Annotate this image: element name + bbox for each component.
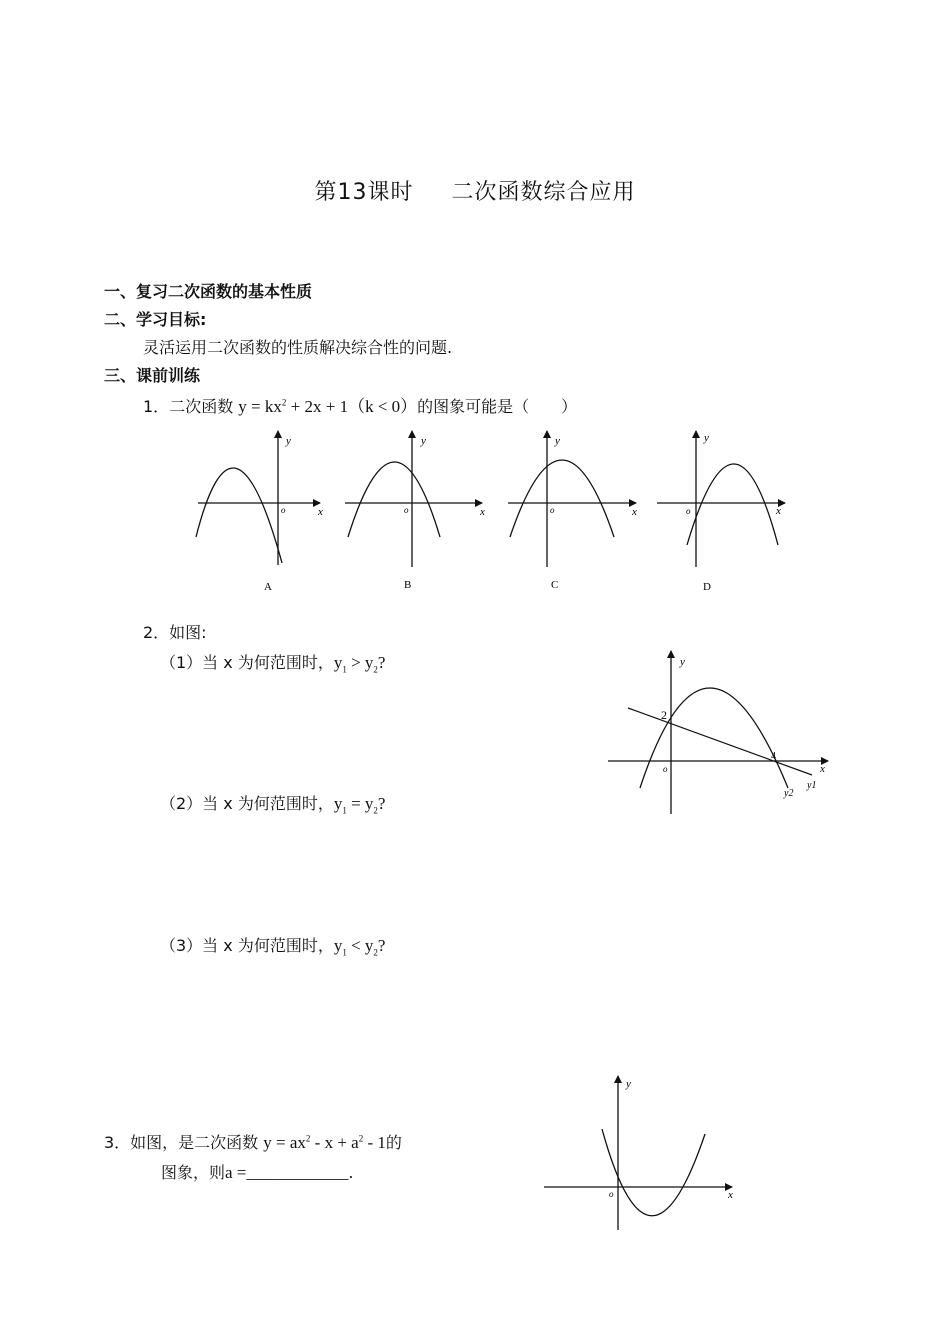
q2-sub: 2 <box>373 805 378 816</box>
graph-b-y-label: y <box>421 435 426 447</box>
title-topic: 二次函数综合应用 <box>451 180 636 205</box>
graph-d-parabola <box>687 464 778 545</box>
q2-part-label: （1）当 x 为何范围时， <box>160 653 334 672</box>
graph-c-parabola <box>510 460 614 537</box>
q3-sup: 2 <box>358 1133 364 1144</box>
q2-y2: y <box>364 936 374 955</box>
q2-y1-label: y1 <box>807 780 817 791</box>
q3-suffix: 的 <box>385 1133 402 1152</box>
graph-b-origin: o <box>404 505 409 515</box>
graph-d-y-label: y <box>704 432 709 444</box>
question-3-line-2 <box>161 1160 354 1183</box>
q1-number: 1． <box>143 397 170 416</box>
graph-a <box>196 431 323 593</box>
q2-y-label: y <box>680 656 685 668</box>
q3-expression <box>263 1133 386 1152</box>
q3-expr-part: - x + a <box>310 1133 359 1152</box>
graph-c-origin: o <box>550 505 555 515</box>
q1-expression <box>238 397 348 416</box>
graph-a-y-label: y <box>286 435 291 447</box>
option-label-d: D <box>703 581 711 593</box>
q1-condition: （k < 0） <box>348 397 418 416</box>
graph-b-parabola <box>348 462 440 537</box>
q2-sub: 1 <box>342 805 347 816</box>
title-lesson: 第13课时 <box>314 180 414 205</box>
option-label-b: B <box>404 579 412 591</box>
q2-op: > <box>346 653 365 672</box>
q1-postfix: 的图象可能是（ ） <box>417 397 578 416</box>
q3-period: . <box>348 1163 354 1182</box>
q2-part-label: （3）当 x 为何范围时， <box>160 936 334 955</box>
graph-c <box>508 431 637 591</box>
q2-part-label: （2）当 x 为何范围时， <box>160 794 334 813</box>
q2-y1: y <box>333 794 343 813</box>
q2-graph <box>600 648 840 820</box>
graph-b-x-label: x <box>480 506 485 518</box>
q3-answer-blank[interactable]: ____________ <box>246 1163 349 1182</box>
q2-end: ? <box>377 936 386 955</box>
graph-a-x-label: x <box>318 506 323 518</box>
q3-expr-part: y = ax <box>263 1133 306 1152</box>
q2-part-expr <box>333 653 386 675</box>
q3-x-label: x <box>728 1189 733 1201</box>
q2-end: ? <box>377 794 386 813</box>
q3-expr-part: - 1 <box>363 1133 386 1152</box>
q1-expr-part: y = kx <box>238 397 282 416</box>
q3-origin: o <box>609 1189 614 1199</box>
q3-prefix: 3．如图，是二次函数 <box>104 1133 259 1152</box>
q3-y-label: y <box>626 1078 631 1090</box>
q2-sub: 2 <box>373 947 378 958</box>
q1-expr-part: + 2x + 1 <box>286 397 349 416</box>
q2-end: ? <box>377 653 386 672</box>
option-label-a: A <box>264 581 272 593</box>
q1-graphs <box>190 425 790 600</box>
q2-part-expr <box>333 794 386 816</box>
q2-part-expr <box>333 936 386 958</box>
q3-graph <box>540 1072 740 1234</box>
q3-line2-prefix: 图象，则 <box>161 1163 226 1182</box>
graph-b <box>345 431 485 591</box>
graph-a-origin: o <box>281 505 286 515</box>
q2-y2: y <box>364 653 374 672</box>
question-2-heading: 2．如图: <box>143 623 207 642</box>
graph-d <box>657 431 785 593</box>
graph-d-origin: o <box>686 506 691 516</box>
question-2-part-2 <box>160 791 385 815</box>
q3-sup: 2 <box>305 1133 311 1144</box>
section-2-heading: 二、学习目标: <box>104 310 207 329</box>
section-1-heading: 一、复习二次函数的基本性质 <box>104 282 313 301</box>
q2-y1: y <box>333 653 343 672</box>
question-2-part-3 <box>160 933 385 957</box>
q2-sub: 1 <box>342 664 347 675</box>
q2-sub: 2 <box>373 664 378 675</box>
graph-c-x-label: x <box>632 506 637 518</box>
q1-expr-sup: 2 <box>281 397 287 408</box>
page-title <box>0 175 950 206</box>
question-2-part-1 <box>160 650 385 674</box>
q2-op: = <box>346 794 365 813</box>
option-label-c: C <box>551 579 559 591</box>
q2-origin: o <box>663 764 668 774</box>
section-3-heading: 三、课前训练 <box>104 366 201 385</box>
graph-d-x-label: x <box>776 505 781 517</box>
q2-tick-2: 2 <box>661 708 667 722</box>
q2-tick-4: 4 <box>771 751 776 762</box>
q2-y2-label: y2 <box>784 788 794 799</box>
q2-op: < <box>346 936 365 955</box>
graph-a-parabola <box>196 468 282 563</box>
q2-x-label: x <box>820 763 825 775</box>
q2-sub: 1 <box>342 947 347 958</box>
learning-goal: 灵活运用二次函数的性质解决综合性的问题. <box>143 338 453 357</box>
q1-prefix: 二次函数 <box>169 397 234 416</box>
question-1 <box>143 392 577 417</box>
q2-y2: y <box>364 794 374 813</box>
q3-a-equals: a = <box>225 1163 247 1182</box>
question-3-line-1 <box>104 1130 402 1153</box>
q2-y1: y <box>333 936 343 955</box>
q2-line-y1 <box>628 708 812 775</box>
graph-c-y-label: y <box>555 435 560 447</box>
